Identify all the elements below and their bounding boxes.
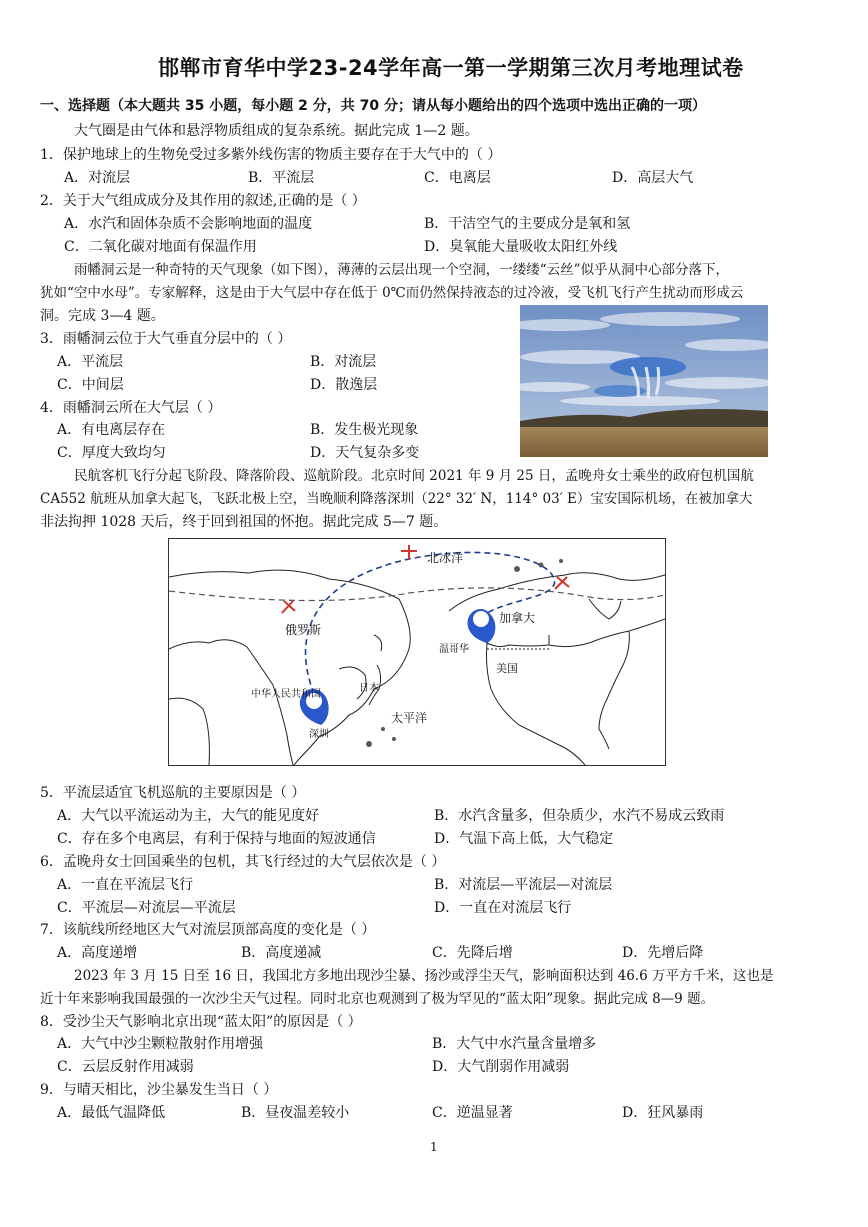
q7-option-a: A．高度递增 (57, 945, 138, 961)
q8-option-d: D．大气削弱作用减弱 (432, 1059, 570, 1075)
q4-option-a: A．有电离层存在 (57, 422, 166, 438)
q3-option-b: B．对流层 (310, 354, 377, 370)
q3-option-d: D．散逸层 (310, 377, 378, 393)
q8-option-a: A．大气中沙尘颗粒散射作用增强 (57, 1036, 264, 1052)
q9-stem: 9．与晴天相比，沙尘暴发生当日（ ） (40, 1082, 278, 1098)
map-label-pacific: 太平洋 (391, 711, 428, 725)
q6-option-d: D．一直在对流层飞行 (434, 900, 572, 916)
map-label-usa: 美国 (496, 662, 518, 675)
q9-option-c: C．逆温显著 (432, 1105, 513, 1121)
q1-stem: 1．保护地球上的生物免受过多紫外线伤害的物质主要存在于大气中的（ ） (40, 147, 502, 163)
q7-stem: 7．该航线所经地区大气对流层顶部高度的变化是（ ） (40, 922, 376, 938)
q2-option-c: C．二氧化碳对地面有保温作用 (64, 239, 257, 255)
q1-option-c: C．电离层 (424, 170, 491, 186)
q8-stem: 8．受沙尘天气影响北京出现“蓝太阳”的原因是（ ） (40, 1014, 362, 1030)
q1-option-a: A．对流层 (64, 170, 131, 186)
intro-2-line-1: 雨幡洞云是一种奇特的天气现象（如下图），薄薄的云层出现一个空洞，一缕缕“云丝”似乎从洞中心部分落下， (74, 262, 730, 278)
q3-option-c: C．中间层 (57, 377, 124, 393)
intro-1: 大气圈是由气体和悬浮物质组成的复杂系统。据此完成 1—2 题。 (74, 123, 479, 139)
q7-option-d: D．先增后降 (622, 945, 704, 961)
q8-option-c: C．云层反射作用减弱 (57, 1059, 194, 1075)
q2-option-b: B．干洁空气的主要成分是氧和氢 (424, 216, 631, 232)
q9-option-a: A．最低气温降低 (57, 1105, 166, 1121)
intro-4-line-1: 2023 年 3 月 15 日至 16 日，我国北方多地出现沙尘暴、扬沙或浮尘天气，影响面积达到 46.6 万平方千米，这也是 (74, 968, 774, 984)
q1-option-d: D．高层大气 (612, 170, 694, 186)
page-number: 1 (430, 1140, 438, 1154)
q4-option-c: C．厚度大致均匀 (57, 445, 166, 461)
section-heading: 一、选择题（本大题共 35 小题，每小题 2 分，共 70 分；请从每小题给出的四个选项中选出正确的一项） (40, 98, 706, 114)
cloud-hole-photo (520, 305, 768, 457)
flight-route-map (168, 538, 666, 766)
map-label-canada: 加拿大 (499, 611, 536, 625)
q5-option-b: B．水汽含量多，但杂质少，水汽不易成云致雨 (434, 808, 725, 824)
q9-option-d: D．狂风暴雨 (622, 1105, 704, 1121)
q2-stem: 2．关于大气组成成分及其作用的叙述,正确的是（ ） (40, 193, 366, 209)
q2-option-d: D．臭氧能大量吸收太阳红外线 (424, 239, 618, 255)
q7-option-b: B．高度递减 (241, 945, 322, 961)
map-label-vancouver: 温哥华 (439, 644, 469, 655)
q4-option-d: D．天气复杂多变 (310, 445, 420, 461)
page-title: 邯郸市育华中学23-24学年高一第一学期第三次月考地理试卷 (158, 56, 744, 80)
q4-stem: 4．雨幡洞云所在大气层（ ） (40, 400, 222, 416)
q3-option-a: A．平流层 (57, 354, 124, 370)
q7-option-c: C．先降后增 (432, 945, 513, 961)
intro-2-line-3: 洞。完成 3—4 题。 (40, 308, 165, 324)
q2-option-a: A．水汽和固体杂质不会影响地面的温度 (64, 216, 313, 232)
q8-option-b: B．大气中水汽量含量增多 (432, 1036, 597, 1052)
intro-3-line-3: 非法拘押 1028 天后，终于回到祖国的怀抱。据此完成 5—7 题。 (40, 514, 448, 530)
q6-option-a: A．一直在平流层飞行 (57, 877, 194, 893)
map-label-china: 中华人民共和国 (251, 689, 321, 700)
q9-option-b: B．昼夜温差较小 (241, 1105, 350, 1121)
intro-3-line-1: 民航客机飞行分起飞阶段、降落阶段、巡航阶段。北京时间 2021 年 9 月 25 日，孟晚舟女士乘坐的政府包机国航 (74, 468, 754, 484)
q4-option-b: B．发生极光现象 (310, 422, 419, 438)
intro-4-line-2: 近十年来影响我国最强的一次沙尘天气过程。同时北京也观测到了极为罕见的“蓝太阳”现象。据此完成 8—9 题。 (40, 991, 715, 1007)
q1-option-b: B．平流层 (248, 170, 315, 186)
q6-option-b: B．对流层—平流层—对流层 (434, 877, 613, 893)
map-label-japan: 日本 (359, 683, 379, 694)
intro-2-line-2: 犹如“空中水母”。专家解释，这是由于大气层中存在低于 0℃而仍然保持液态的过冷液，受飞机飞行产生扰动而形成云 (40, 285, 744, 301)
q6-stem: 6．孟晚舟女士回国乘坐的包机，其飞行经过的大气层依次是（ ） (40, 854, 446, 870)
q5-stem: 5．平流层适宜飞机巡航的主要原因是（ ） (40, 785, 306, 801)
q5-option-d: D．气温下高上低，大气稳定 (434, 831, 614, 847)
intro-3-line-2: CA552 航班从加拿大起飞，飞跃北极上空，当晚顺利降落深圳（22° 32′ N，114° 03′ E）宝安国际机场，在被加拿大 (40, 491, 753, 507)
q6-option-c: C．平流层—对流层—平流层 (57, 900, 236, 916)
map-label-arctic: 北冰洋 (427, 551, 464, 565)
map-label-shenzhen: 深圳 (309, 729, 329, 740)
map-label-russia: 俄罗斯 (285, 623, 322, 637)
q5-option-a: A．大气以平流运动为主，大气的能见度好 (57, 808, 320, 824)
q3-stem: 3．雨幡洞云位于大气垂直分层中的（ ） (40, 331, 292, 347)
q5-option-c: C．存在多个电离层，有利于保持与地面的短波通信 (57, 831, 376, 847)
